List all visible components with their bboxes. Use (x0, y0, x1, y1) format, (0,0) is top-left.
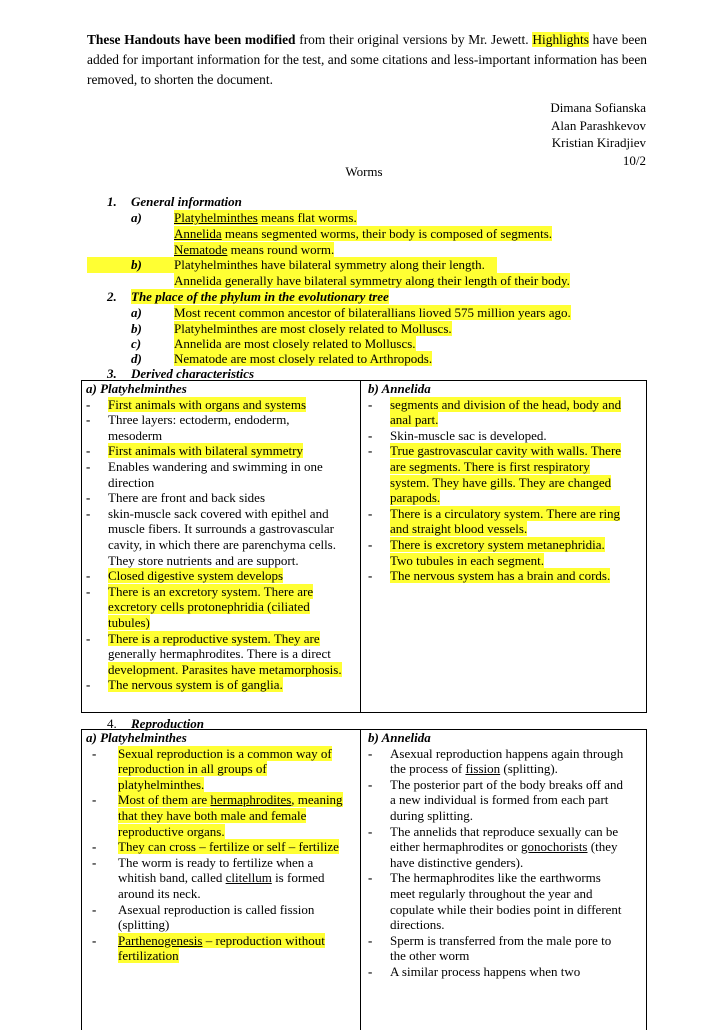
list-item-text: are segments. There is first respiratory (390, 458, 590, 474)
bullet-dash (368, 490, 390, 506)
list-item-text: during splitting. (390, 807, 474, 823)
author-name: Kristian Kiradjiev (551, 135, 646, 150)
author-name: Dimana Sofianska (550, 100, 646, 115)
bullet-dash: - (368, 396, 373, 412)
bullet-dash: - (368, 443, 373, 459)
annelida-column (368, 730, 643, 980)
bullet-dash (86, 537, 108, 553)
section-2-title: The place of the phylum in the evolutionary tree (131, 289, 389, 304)
list-item (86, 662, 356, 678)
list-item-text: The worm is ready to fertilize when a (118, 854, 314, 870)
section-4-number: 4. (107, 716, 117, 731)
list-item-text: The posterior part of the body breaks off and (390, 776, 623, 792)
bullet-dash (368, 475, 390, 491)
intro-highlight-word: Highlights (532, 32, 589, 47)
list-item-text: Closed digestive system develops (108, 568, 284, 584)
list-item-text: copulate while their bodies point in different (390, 901, 622, 917)
list-item (86, 677, 356, 693)
symmetry-annelida: Annelida generally have bilateral symmetry along their length of their body. (174, 273, 570, 288)
list-item (86, 599, 356, 615)
bullet-dash: - (92, 792, 97, 808)
bullet-dash: - (368, 932, 373, 948)
author-block (440, 99, 646, 169)
column-heading: a) Platyhelminthes (86, 730, 187, 745)
tree-item-d: Nematode are most closely related to Arthropods. (174, 351, 433, 366)
bullet-dash: - (368, 568, 373, 584)
list-item (86, 746, 356, 762)
bullet-dash (86, 615, 108, 631)
section-3-number: 3. (107, 366, 117, 381)
list-item (86, 824, 356, 840)
list-item-text: a new individual is formed from each part (390, 792, 609, 808)
list-item-text: have distinctive genders). (390, 854, 524, 870)
bullet-dash: - (86, 677, 91, 693)
definition-platyhelminthes: Platyhelminthes means flat worms. (174, 210, 357, 225)
platyhelminthes-column (86, 730, 356, 964)
bullet-dash (86, 870, 118, 886)
intro-paragraph (87, 30, 647, 90)
bullet-dash: - (86, 568, 91, 584)
bullet-dash: - (368, 823, 373, 839)
bullet-dash: - (368, 776, 373, 792)
list-item (368, 870, 643, 886)
bullet-dash (368, 902, 390, 918)
list-item (86, 917, 356, 933)
bullet-dash (86, 824, 118, 840)
bullet-dash (86, 808, 118, 824)
list-item (368, 761, 643, 777)
list-item (368, 933, 643, 949)
list-item-text: parapods. (390, 490, 441, 506)
item-label: a) (131, 210, 142, 225)
list-item (368, 964, 643, 980)
list-item-text: Three layers: ectoderm, endoderm, (108, 412, 290, 428)
list-item-text: (splitting) (118, 917, 170, 933)
list-item-text: A similar process happens when two (390, 963, 581, 979)
list-item (86, 839, 356, 855)
list-item-text: Sperm is transferred from the male pore to (390, 932, 612, 948)
tree-item-b: Platyhelminthes are most closely related to Molluscs. (174, 321, 452, 336)
list-item-text: around its neck. (118, 885, 201, 901)
list-item-text: meet regularly throughout the year and (390, 885, 593, 901)
list-item (368, 948, 643, 964)
bullet-dash: - (368, 745, 373, 761)
bullet-dash: - (368, 536, 373, 552)
reproduction-table (81, 729, 647, 1030)
list-item (368, 855, 643, 871)
item-label: b) (131, 321, 142, 336)
bullet-dash (86, 917, 118, 933)
list-item-text: generally hermaphrodites. There is a direct (108, 646, 331, 662)
list-item-text: anal part. (390, 412, 439, 428)
list-item (368, 412, 643, 428)
list-item-text: Most of them are hermaphrodites, meaning (118, 792, 343, 808)
tree-item-c: Annelida are most closely related to Molluscs. (174, 336, 416, 351)
list-item (368, 808, 643, 824)
list-item-text: skin-muscle sack covered with epithel and (108, 505, 329, 521)
list-item-text: the other worm (390, 948, 470, 964)
definition-nematode: Nematode means round worm. (174, 242, 335, 257)
list-item-text: tubules) (108, 614, 150, 630)
list-item-text: There is an excretory system. There are (108, 583, 314, 599)
bullet-dash: - (368, 870, 373, 886)
list-item (368, 886, 643, 902)
bullet-dash (368, 459, 390, 475)
list-item (86, 902, 356, 918)
platyhelminthes-column (86, 381, 356, 693)
item-label: c) (131, 336, 142, 351)
list-item (86, 808, 356, 824)
bullet-dash: - (86, 505, 91, 521)
section-4-title: Reproduction (131, 716, 204, 731)
list-item-text: The annelids that reproduce sexually can be (390, 823, 619, 839)
list-item (86, 412, 356, 428)
author-name: Alan Parashkevov (551, 117, 646, 133)
list-item (368, 777, 643, 793)
column-heading: b) Annelida (368, 381, 431, 396)
bullet-dash (368, 886, 390, 902)
section-1-number: 1. (107, 194, 117, 209)
list-item (368, 824, 643, 840)
annelida-column (368, 381, 643, 584)
bullet-dash (86, 553, 108, 569)
bullet-dash: - (86, 396, 91, 412)
list-item (86, 933, 356, 949)
list-item-text: Skin-muscle sac is developed. (390, 427, 547, 443)
list-item (368, 746, 643, 762)
list-item (368, 521, 643, 537)
bullet-dash (368, 855, 390, 871)
bullet-dash (86, 646, 108, 662)
bullet-dash (86, 886, 118, 902)
list-item-text: either hermaphrodites or gonochorists (they (390, 839, 618, 855)
list-item (368, 506, 643, 522)
bullet-dash (86, 428, 108, 444)
list-item (368, 902, 643, 918)
bullet-dash: - (86, 458, 91, 474)
list-item (86, 443, 356, 459)
intro-text-2: have been added for important information for the test, and some citations and less-important information has been removed, to shorten the document. (87, 32, 647, 87)
list-item-text: The nervous system is of ganglia. (108, 677, 283, 693)
list-item (86, 521, 356, 537)
bullet-dash: - (368, 963, 373, 979)
bullet-dash (368, 792, 390, 808)
bullet-dash (86, 521, 108, 537)
column-divider (360, 730, 361, 1030)
bullet-dash: - (92, 932, 97, 948)
list-item-text: Sexual reproduction is a common way of (118, 745, 332, 761)
list-item (86, 948, 356, 964)
list-item (86, 615, 356, 631)
list-item-text: There is a circulatory system. There are ring (390, 505, 621, 521)
list-item-text: mesoderm (108, 427, 163, 443)
list-item (86, 475, 356, 491)
bullet-dash: - (86, 443, 91, 459)
bullet-dash (368, 948, 390, 964)
list-item-text: There is a reproductive system. They are (108, 630, 320, 646)
list-item-text: segments and division of the head, body and (390, 396, 622, 412)
bullet-dash (368, 839, 390, 855)
list-item (86, 631, 356, 647)
item-label: a) (131, 305, 142, 320)
bullet-dash: - (92, 745, 97, 761)
symmetry-platyhelminthes: Platyhelminthes have bilateral symmetry along their length. (174, 257, 485, 272)
bullet-dash: - (86, 630, 91, 646)
list-item-text: Enables wandering and swimming in one (108, 458, 323, 474)
list-item (86, 397, 356, 413)
bullet-dash: - (86, 490, 91, 506)
column-heading: b) Annelida (368, 730, 431, 745)
list-item (86, 870, 356, 886)
document-title: Worms (345, 164, 383, 179)
list-item-text: reproductive organs. (118, 823, 225, 839)
list-item (368, 568, 643, 584)
list-item (86, 459, 356, 475)
list-item-text: Asexual reproduction happens again through (390, 745, 624, 761)
bullet-dash (86, 662, 108, 678)
list-item-text: muscle fibers. It surrounds a gastrovascular (108, 521, 334, 537)
bullet-dash (368, 412, 390, 428)
bullet-dash: - (86, 583, 91, 599)
list-item-text: They can cross – fertilize or self – fertilize (118, 839, 339, 855)
bullet-dash (86, 599, 108, 615)
list-item-text: directions. (390, 917, 445, 933)
list-item (368, 839, 643, 855)
list-item-text: First animals with organs and systems (108, 396, 307, 412)
bullet-dash: - (92, 854, 97, 870)
column-divider (360, 381, 361, 712)
list-item (368, 397, 643, 413)
intro-bold-lead: These Handouts have been modified (87, 32, 296, 47)
list-item-text: Parthenogenesis – reproduction without (118, 932, 325, 948)
list-item (86, 506, 356, 522)
bullet-dash (368, 521, 390, 537)
list-item-text: Two tubules in each segment. (390, 552, 544, 568)
list-item-text: Asexual reproduction is called fission (118, 901, 315, 917)
bullet-dash (86, 948, 118, 964)
list-item (368, 490, 643, 506)
item-label: d) (131, 351, 142, 366)
section-1-title: General information (131, 194, 242, 209)
list-item (86, 886, 356, 902)
list-item (368, 459, 643, 475)
list-item (368, 792, 643, 808)
bullet-dash: - (368, 505, 373, 521)
list-item-text: reproduction in all groups of (118, 761, 267, 777)
list-item-text: They store nutrients and are support. (108, 552, 299, 568)
list-item (368, 475, 643, 491)
bullet-dash (86, 475, 108, 491)
column-heading: a) Platyhelminthes (86, 381, 187, 396)
item-label: b) (131, 257, 142, 272)
list-item (86, 792, 356, 808)
bullet-dash: - (86, 412, 91, 428)
list-item-text: cavity, in which there are parenchyma cells. (108, 536, 336, 552)
list-item-text: that they have both male and female (118, 807, 307, 823)
list-item (368, 917, 643, 933)
bullet-dash (368, 761, 390, 777)
list-item (86, 428, 356, 444)
list-item-text: the process of fission (splitting). (390, 761, 558, 777)
tree-item-a: Most recent common ancestor of bilaterallians lioved 575 million years ago. (174, 305, 571, 320)
list-item (86, 553, 356, 569)
list-item-text: fertilization (118, 948, 179, 964)
list-item (86, 490, 356, 506)
bullet-dash (368, 553, 390, 569)
list-item (86, 568, 356, 584)
bullet-dash (86, 761, 118, 777)
bullet-dash (368, 917, 390, 933)
list-item-text: and straight blood vessels. (390, 521, 528, 537)
list-item-text: The nervous system has a brain and cords. (390, 568, 611, 584)
list-item (86, 777, 356, 793)
class-label: 10/2 (622, 152, 646, 168)
list-item (368, 443, 643, 459)
list-item-text: There is excretory system metanephridia. (390, 536, 605, 552)
bullet-dash (86, 777, 118, 793)
list-item-text: whitish band, called clitellum is formed (118, 870, 325, 886)
list-item (86, 855, 356, 871)
bullet-dash: - (92, 901, 97, 917)
derived-characteristics-table (81, 380, 647, 713)
list-item-text: system. They have gills. They are changed (390, 474, 612, 490)
list-item (86, 584, 356, 600)
list-item-text: True gastrovascular cavity with walls. There (390, 443, 622, 459)
bullet-dash (368, 808, 390, 824)
bullet-dash: - (368, 427, 373, 443)
list-item (368, 537, 643, 553)
list-item-text: direction (108, 474, 155, 490)
list-item (86, 537, 356, 553)
intro-text-1: from their original versions by Mr. Jewett. (295, 32, 533, 47)
list-item (86, 646, 356, 662)
list-item (86, 761, 356, 777)
bullet-dash: - (92, 839, 97, 855)
list-item-text: There are front and back sides (108, 490, 266, 506)
list-item-text: platyhelminthes. (118, 776, 205, 792)
list-item (368, 553, 643, 569)
list-item (368, 428, 643, 444)
section-2-number: 2. (107, 289, 117, 304)
definition-annelida: Annelida means segmented worms, their body is composed of segments. (174, 226, 553, 241)
list-item-text: The hermaphrodites like the earthworms (390, 870, 601, 886)
list-item-text: excretory cells protonephridia (ciliated (108, 599, 310, 615)
list-item-text: First animals with bilateral symmetry (108, 443, 303, 459)
section-3-title: Derived characteristics (131, 366, 255, 381)
list-item-text: development. Parasites have metamorphosis. (108, 661, 342, 677)
